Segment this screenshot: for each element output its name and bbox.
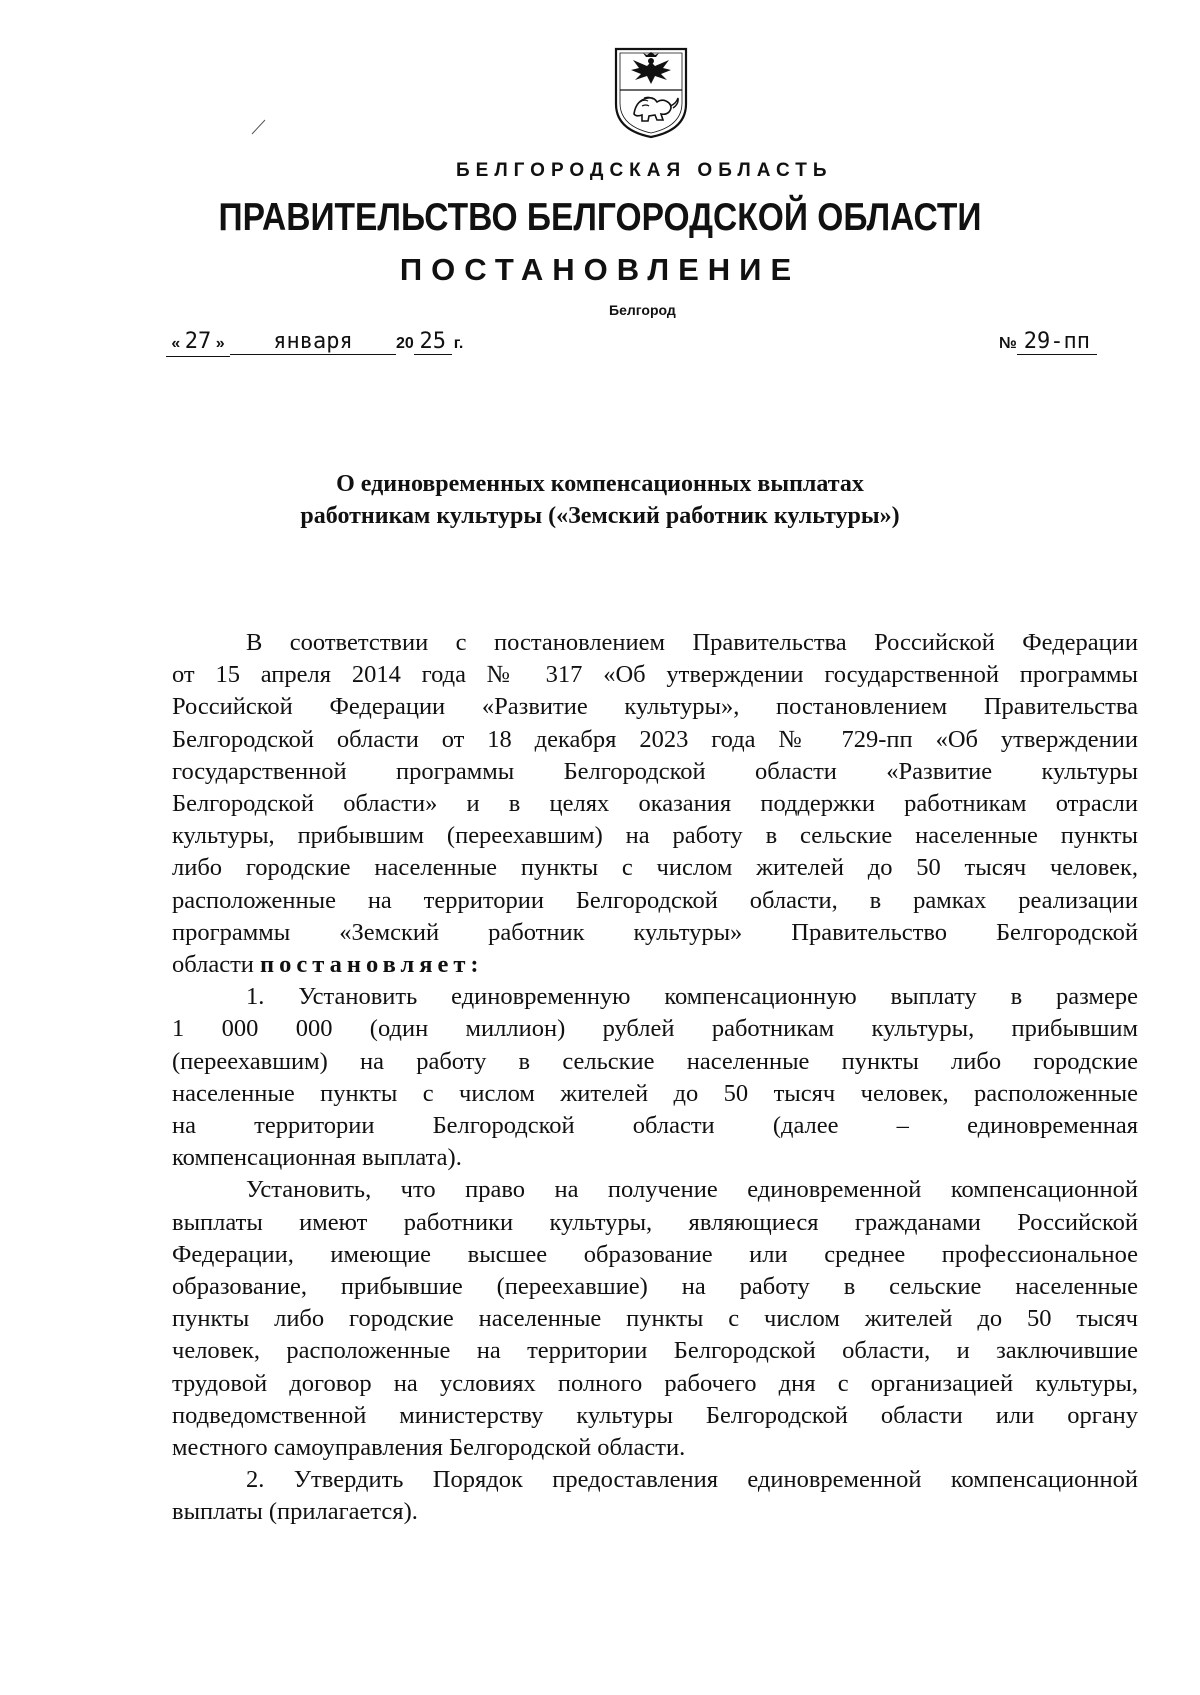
document-title (0, 468, 1200, 532)
number-label: № (999, 335, 1017, 352)
body-line: 2. Утвердить Порядок предоставления единовременной компенсационной (246, 1466, 1138, 1494)
document-type: ПОСТАНОВЛЕНИЕ (399, 252, 801, 287)
body-line: компенсационная выплата). (172, 1144, 462, 1172)
body-line: либо городские населенные пункты с числом жителей до 50 тысяч человек, (172, 854, 1138, 882)
date-year-suffix: 25 (414, 330, 452, 355)
date-close-quote: » (215, 335, 225, 352)
body-line: от 15 апреля 2014 года № 317 «Об утверждении государственной программы (172, 661, 1138, 689)
date-day: 27 (184, 329, 212, 354)
body-line: Белгородской области от 18 декабря 2023 года № 729-пп «Об утверждении (172, 725, 1138, 753)
body-line (172, 949, 1138, 981)
document-date (166, 330, 463, 357)
body-line: человек, расположенные на территории Белгородской области, и заключившие (172, 1337, 1138, 1365)
body-line: 1 000 000 (один миллион) рублей работникам культуры, прибывшим (172, 1015, 1138, 1043)
resolves-word: постановляет: (260, 951, 484, 979)
body-line: программы «Земский работник культуры» Правительство Белгородской (172, 918, 1138, 946)
body-line: государственной программы Белгородской области «Развитие культуры (172, 757, 1138, 785)
body-line: В соответствии с постановлением Правительства Российской Федерации (246, 629, 1138, 656)
body-line: культуры, прибывшим (переехавшим) на работу в сельские населенные пункты (172, 822, 1138, 850)
body-line: трудовой договор на условиях полного рабочего дня с организацией культуры, (172, 1369, 1138, 1397)
body-line: Федерации, имеющие высшее образование или среднее профессиональное (172, 1240, 1138, 1268)
government-title: ПРАВИТЕЛЬСТВО БЕЛГОРОДСКОЙ ОБЛАСТИ (218, 196, 982, 239)
stray-pen-mark (250, 118, 268, 136)
paragraph-item-2 (172, 1464, 1138, 1528)
date-open-quote: « (171, 335, 181, 352)
region-name: БЕЛГОРОДСКАЯ ОБЛАСТЬ (456, 160, 833, 181)
document-number (999, 330, 1097, 355)
body-line: расположенные на территории Белгородской области, в рамках реализации (172, 886, 1138, 914)
paragraph-item-1 (172, 981, 1138, 1174)
document-body (172, 627, 1138, 1529)
date-year-mark: г. (453, 335, 464, 352)
body-line: пункты либо городские населенные пункты с числом жителей до 50 тысяч (172, 1305, 1138, 1333)
body-line: Белгородской области» и в целях оказания поддержки работникам отрасли (172, 790, 1138, 818)
body-line: образование, прибывшие (переехавшие) на работу в сельские населенные (172, 1273, 1138, 1301)
body-line: выплаты имеют работники культуры, являющиеся гражданами Российской (172, 1208, 1138, 1236)
body-line: местного самоуправления Белгородской области. (172, 1434, 686, 1462)
body-line: Российской Федерации «Развитие культуры», постановлением Правительства (172, 693, 1138, 721)
date-month: января (230, 330, 396, 355)
title-line-1: О единовременных компенсационных выплатах (336, 471, 864, 497)
body-line: (переехавшим) на работу в сельские населенные пункты либо городские (172, 1047, 1138, 1075)
number-value: 29-пп (1017, 330, 1097, 355)
body-line: выплаты (прилагается). (172, 1498, 418, 1526)
paragraph-eligibility (172, 1174, 1138, 1464)
body-line: на территории Белгородской области (далее – единовременная (172, 1112, 1138, 1140)
paragraph-preamble (172, 627, 1138, 981)
city-name: Белгород (609, 302, 676, 318)
body-line: Установить, что право на получение единовременной компенсационной (246, 1176, 1138, 1204)
body-line: подведомственной министерству культуры Белгородской области или органу (172, 1401, 1138, 1429)
body-line: 1. Установить единовременную компенсационную выплату в размере (246, 983, 1138, 1011)
date-year-prefix: 20 (396, 335, 414, 352)
body-line: населенные пункты с числом жителей до 50 тысяч человек, расположенные (172, 1079, 1138, 1107)
preamble-last-word: области (172, 951, 254, 979)
title-line-2: работникам культуры («Земский работник культуры») (300, 503, 900, 529)
coat-of-arms-emblem (612, 46, 690, 140)
